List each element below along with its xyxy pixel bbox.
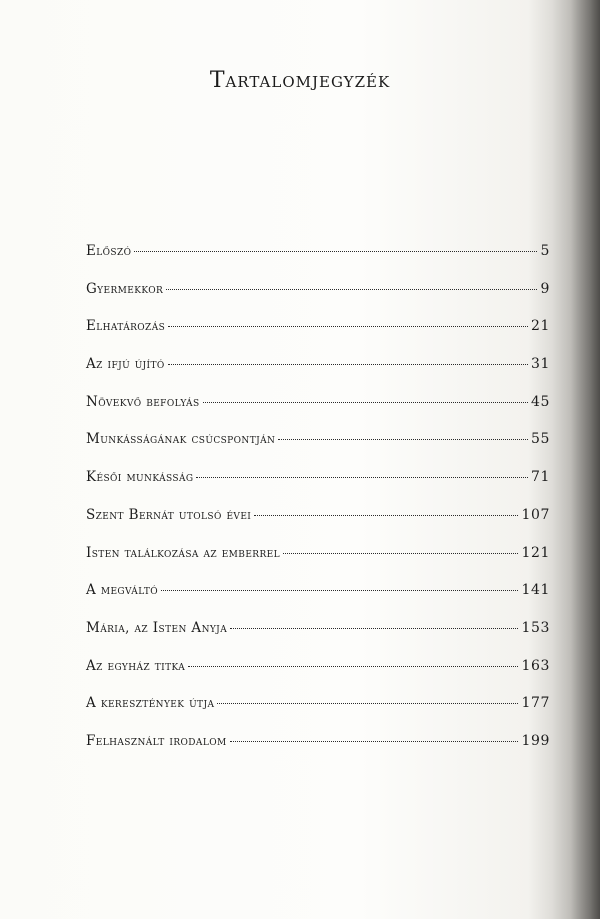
toc-entry-title: Növekvő befolyás xyxy=(86,393,200,410)
toc-entry-title: Mária, az Isten Anyja xyxy=(86,619,228,636)
toc-entry xyxy=(86,431,550,469)
toc-entry xyxy=(86,281,550,319)
toc-page-number: 177 xyxy=(521,695,550,712)
toc-entry-title: Az ifjú újító xyxy=(86,356,165,373)
toc-page-number: 31 xyxy=(530,356,550,373)
toc-page-number: 45 xyxy=(530,393,550,410)
dot-leader xyxy=(254,515,518,516)
toc-entry-title: Gyermekkor xyxy=(86,280,164,297)
toc-page-number: 153 xyxy=(521,619,550,636)
toc-page-number: 21 xyxy=(530,318,550,335)
toc-page-number: 9 xyxy=(540,280,550,297)
toc-entry-title: Munkásságának csúcspontján xyxy=(86,431,276,448)
toc-page-number: 55 xyxy=(530,431,550,448)
toc-page-number: 107 xyxy=(521,506,550,523)
dot-leader xyxy=(283,553,518,554)
dot-leader xyxy=(230,628,518,629)
toc-page-number: 5 xyxy=(540,243,550,259)
toc-entry xyxy=(86,243,550,281)
toc-entry xyxy=(86,318,550,356)
dot-leader xyxy=(134,251,537,252)
page-edge-shadow xyxy=(552,0,600,919)
toc-entry-title: Késői munkásság xyxy=(86,469,194,486)
table-of-contents xyxy=(86,243,550,771)
dot-leader xyxy=(217,703,518,704)
toc-page-number: 141 xyxy=(521,582,550,599)
toc-entry-title: Az egyház titka xyxy=(86,657,186,674)
toc-entry xyxy=(86,545,550,583)
toc-entry-title: A keresztények útja xyxy=(86,695,215,712)
toc-entry xyxy=(86,658,550,696)
toc-page-number: 71 xyxy=(530,469,550,486)
page-title: Tartalomjegyzék xyxy=(209,68,391,93)
toc-page-number: 121 xyxy=(521,544,550,561)
toc-entry xyxy=(86,469,550,507)
dot-leader xyxy=(203,402,528,403)
toc-entry xyxy=(86,582,550,620)
toc-entry xyxy=(86,394,550,432)
dot-leader xyxy=(230,741,519,742)
dot-leader xyxy=(161,590,518,591)
toc-entry-title: Isten találkozása az emberrel xyxy=(86,544,280,561)
toc-entry-title: A megváltó xyxy=(86,582,159,599)
dot-leader xyxy=(196,477,528,478)
toc-page-number: 163 xyxy=(521,657,550,674)
toc-entry xyxy=(86,695,550,733)
toc-entry xyxy=(86,733,550,771)
toc-entry-title: Felhasznált irodalom xyxy=(86,732,227,749)
toc-entry-title: Előszó xyxy=(86,243,132,259)
toc-entry xyxy=(86,507,550,545)
dot-leader xyxy=(168,364,528,365)
dot-leader xyxy=(168,326,528,327)
toc-page-number: 199 xyxy=(521,732,550,749)
toc-entry xyxy=(86,356,550,394)
toc-entry xyxy=(86,620,550,658)
dot-leader xyxy=(166,289,537,290)
toc-entry-title: Szent Bernát utolsó évei xyxy=(86,506,252,523)
dot-leader xyxy=(278,439,528,440)
toc-entry-title: Elhatározás xyxy=(86,318,166,335)
dot-leader xyxy=(188,666,518,667)
